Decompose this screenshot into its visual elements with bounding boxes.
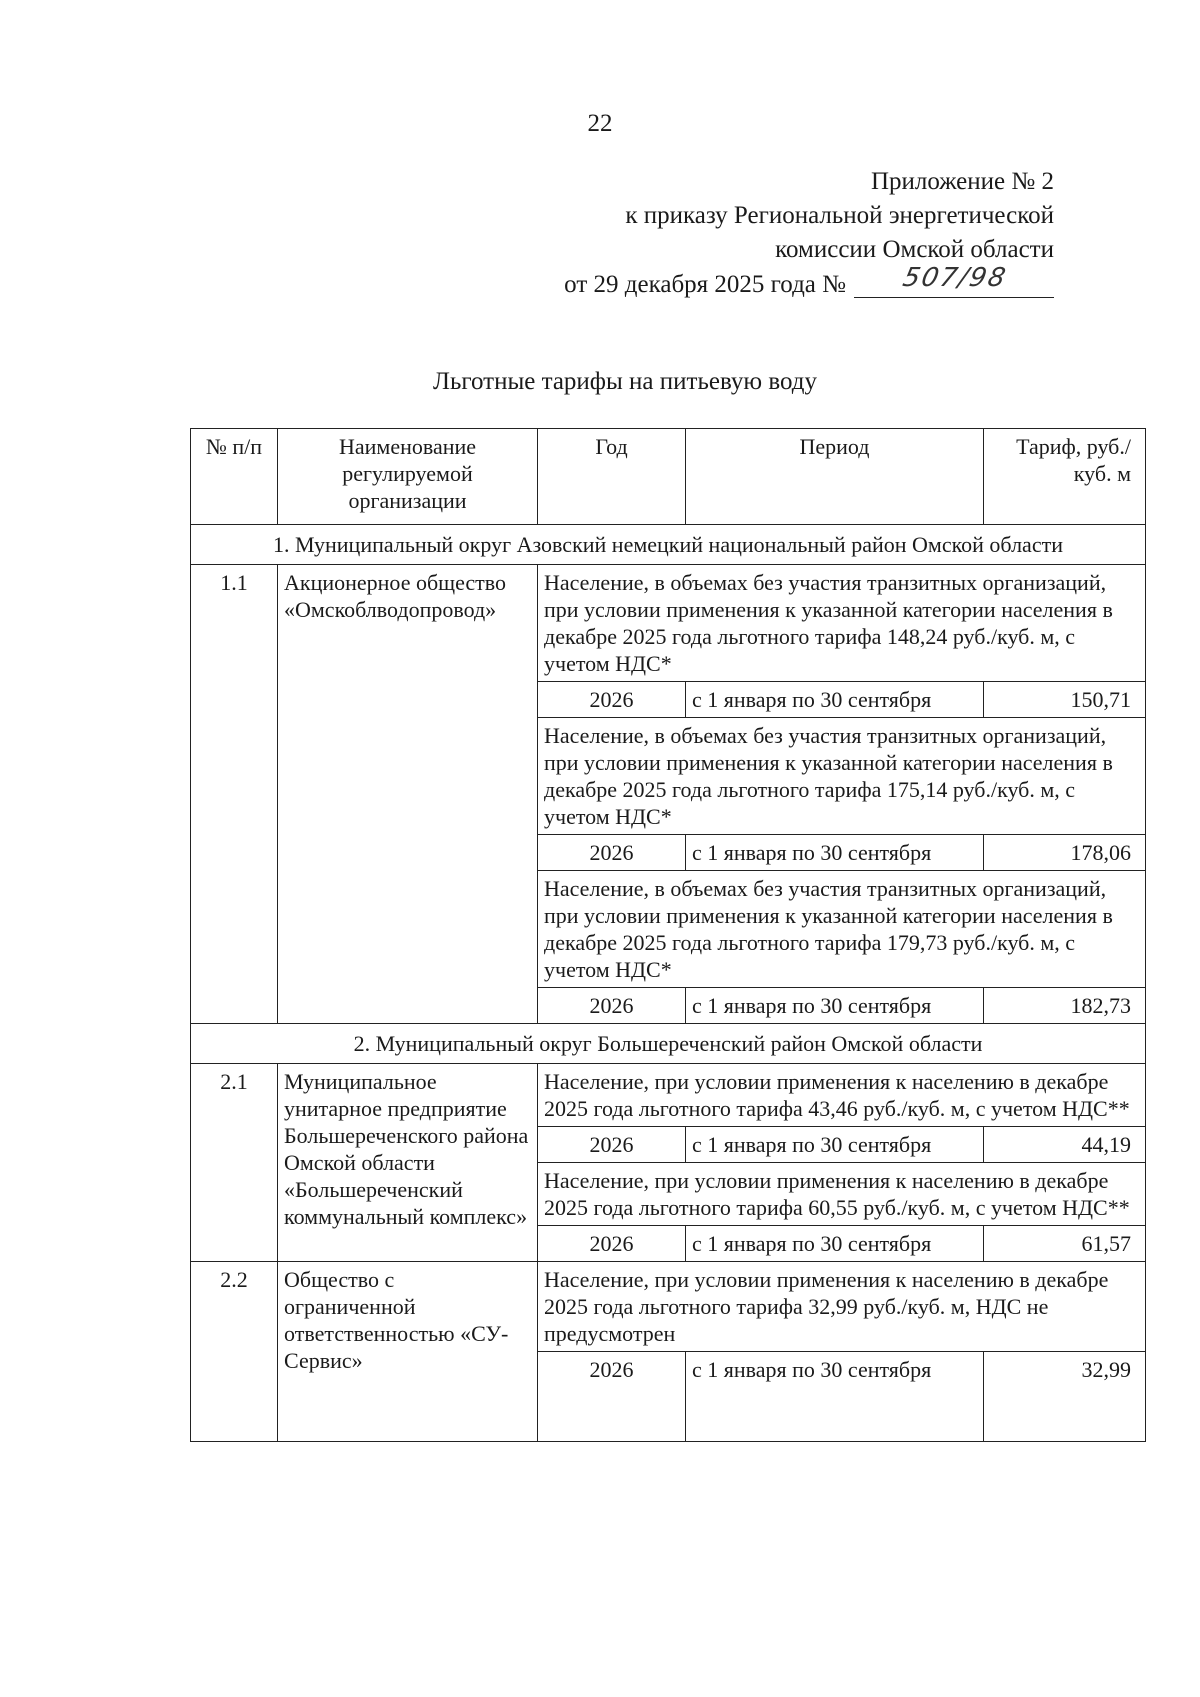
section-row [191, 1024, 1146, 1064]
cell-tariff: 44,19 [984, 1127, 1146, 1163]
cell-period: с 1 января по 30 сентября [686, 682, 984, 718]
table-row [191, 1064, 1146, 1127]
cell-period: с 1 января по 30 сентября [686, 1127, 984, 1163]
org-num: 1.1 [191, 565, 278, 1024]
appendix-line-3: комиссии Омской области [775, 236, 1054, 263]
cell-tariff: 150,71 [984, 682, 1146, 718]
group-description: Население, при условии применения к населению в декабре 2025 года льготного тарифа 43,46 руб./куб. м, с учетом НДС** [538, 1064, 1146, 1127]
order-number-field [854, 263, 1054, 298]
page-number: 22 [587, 110, 613, 137]
appendix-header [564, 165, 1054, 302]
cell-period: с 1 января по 30 сентября [686, 1352, 984, 1442]
cell-tariff: 178,06 [984, 835, 1146, 871]
cell-period: с 1 января по 30 сентября [686, 1226, 984, 1262]
appendix-line-2: к приказу Региональной энергетической [625, 202, 1054, 229]
cell-year: 2026 [538, 988, 686, 1024]
cell-year: 2026 [538, 682, 686, 718]
cell-period: с 1 января по 30 сентября [686, 835, 984, 871]
cell-tariff: 32,99 [984, 1352, 1146, 1442]
header-tariff: Тариф, руб./куб. м [984, 429, 1146, 525]
group-description: Население, при условии применения к населению в декабре 2025 года льготного тарифа 32,99 руб./куб. м, НДС не предусмотрен [538, 1262, 1146, 1352]
table-row [191, 1262, 1146, 1352]
org-num: 2.1 [191, 1064, 278, 1262]
section-title: 2. Муниципальный округ Большереченский район Омской области [191, 1024, 1146, 1064]
cell-year: 2026 [538, 1352, 686, 1442]
cell-tariff: 61,57 [984, 1226, 1146, 1262]
cell-tariff: 182,73 [984, 988, 1146, 1024]
group-description: Население, при условии применения к населению в декабре 2025 года льготного тарифа 60,55 руб./куб. м, с учетом НДС** [538, 1163, 1146, 1226]
group-description: Население, в объемах без участия транзитных организаций, при условии применения к указанной категории населения в декабре 2025 года льготного тарифа 175,14 руб./куб. м, с учетом НДС* [538, 718, 1146, 835]
org-name: Муниципальное унитарное предприятие Большереченского района Омской области «Большереченский коммунальный комплекс» [278, 1064, 538, 1262]
group-description: Население, в объемах без участия транзитных организаций, при условии применения к указанной категории населения в декабре 2025 года льготного тарифа 179,73 руб./куб. м, с учетом НДС* [538, 871, 1146, 988]
org-name: Общество с ограниченной ответственностью «СУ-Сервис» [278, 1262, 538, 1442]
table-row [191, 565, 1146, 682]
document-title: Льготные тарифы на питьевую воду [433, 368, 817, 395]
header-year: Год [538, 429, 686, 525]
appendix-line-4 [564, 263, 1054, 302]
cell-year: 2026 [538, 835, 686, 871]
section-row [191, 525, 1146, 565]
cell-year: 2026 [538, 1226, 686, 1262]
handwritten-order-number: 507/98 [900, 263, 1011, 293]
appendix-line-1: Приложение № 2 [870, 168, 1054, 195]
group-description: Население, в объемах без участия транзитных организаций, при условии применения к указанной категории населения в декабре 2025 года льготного тарифа 148,24 руб./куб. м, с учетом НДС* [538, 565, 1146, 682]
tariff-table [190, 428, 1146, 1442]
section-title: 1. Муниципальный округ Азовский немецкий национальный район Омской области [191, 525, 1146, 565]
header-org: Наименование регулируемой организации [278, 429, 538, 525]
org-num: 2.2 [191, 1262, 278, 1442]
order-date-label: от 29 декабря 2025 года № [564, 271, 846, 298]
header-period: Период [686, 429, 984, 525]
cell-period: с 1 января по 30 сентября [686, 988, 984, 1024]
cell-year: 2026 [538, 1127, 686, 1163]
table-header-row [191, 429, 1146, 525]
org-name: Акционерное общество «Омскоблводопровод» [278, 565, 538, 1024]
header-num: № п/п [191, 429, 278, 525]
